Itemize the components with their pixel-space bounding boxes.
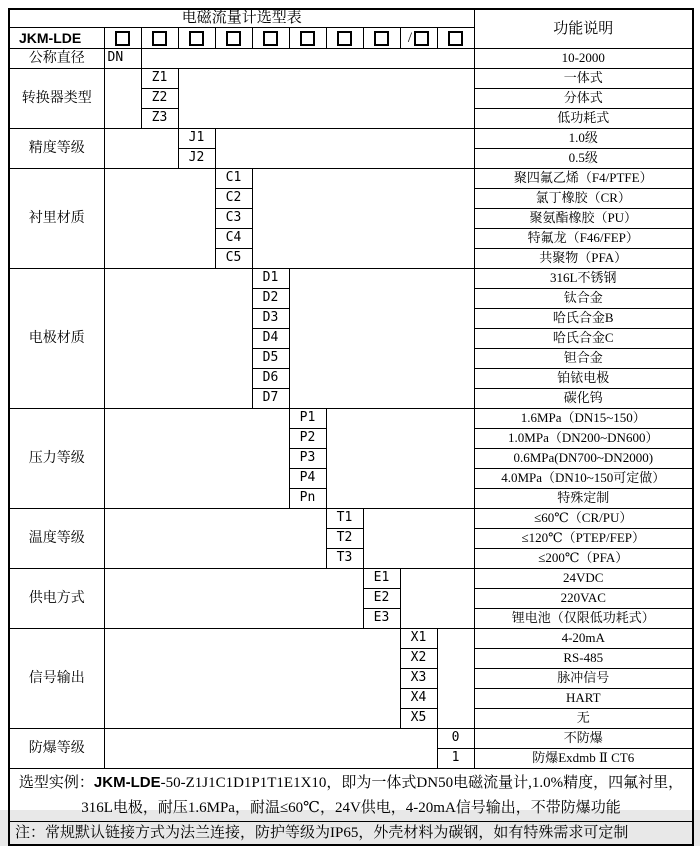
code-cell: D7 (252, 389, 289, 409)
code-cell: X1 (400, 629, 437, 649)
checkbox-cell (178, 28, 215, 49)
slash-separator: / (407, 29, 413, 46)
code-cell: J1 (178, 129, 215, 149)
category-label: 温度等级 (9, 509, 104, 569)
description-cell: ≤60℃（CR/PU） (474, 509, 693, 529)
category-label: 电极材质 (9, 269, 104, 409)
description-cell: 钽合金 (474, 349, 693, 369)
description-cell: 钛合金 (474, 289, 693, 309)
description-cell: 脉冲信号 (474, 669, 693, 689)
description-cell: 10-2000 (474, 49, 693, 69)
description-cell: 0.6MPa(DN700~DN2000) (474, 449, 693, 469)
code-cell: C3 (215, 209, 252, 229)
description-cell: ≤200℃（PFA） (474, 549, 693, 569)
description-cell: 锂电池（仅限低功耗式） (474, 609, 693, 629)
spacer-cell (104, 269, 252, 409)
category-label: 信号输出 (9, 629, 104, 729)
checkbox-cell (289, 28, 326, 49)
selection-example-line1 (10, 770, 692, 796)
spacer-cell (104, 409, 289, 509)
spacer-cell (104, 729, 437, 769)
checkbox-cell (363, 28, 400, 49)
description-cell: 聚四氟乙烯（F4/PTFE） (474, 169, 693, 189)
description-cell: 哈氏合金C (474, 329, 693, 349)
spacer-cell (252, 169, 474, 269)
spacer-cell (104, 129, 178, 169)
description-cell: 4.0MPa（DN10~150可定做） (474, 469, 693, 489)
checkbox-cell-slash (400, 28, 437, 49)
checkbox-cell (437, 28, 474, 49)
description-cell: ≤120℃（PTEP/FEP） (474, 529, 693, 549)
description-cell: 分体式 (474, 89, 693, 109)
code-cell: C4 (215, 229, 252, 249)
description-cell: 4-20mA (474, 629, 693, 649)
checkbox-cell (141, 28, 178, 49)
spacer-cell (104, 169, 215, 269)
code-cell: X4 (400, 689, 437, 709)
description-cell: 特殊定制 (474, 489, 693, 509)
code-cell: X3 (400, 669, 437, 689)
code-cell: C2 (215, 189, 252, 209)
checkbox[interactable] (152, 31, 167, 46)
example-model: JKM-LDE (93, 773, 161, 791)
code-cell: C1 (215, 169, 252, 189)
category-label: 衬里材质 (9, 169, 104, 269)
spacer-cell (400, 569, 474, 629)
description-cell: 聚氨酯橡胶（PU） (474, 209, 693, 229)
code-cell: E2 (363, 589, 400, 609)
code-cell: T3 (326, 549, 363, 569)
code-cell: P1 (289, 409, 326, 429)
checkbox[interactable] (189, 31, 204, 46)
spacer-cell (104, 69, 141, 129)
code-cell: E3 (363, 609, 400, 629)
code-cell: P4 (289, 469, 326, 489)
code-cell: X5 (400, 709, 437, 729)
code-cell: P2 (289, 429, 326, 449)
checkbox[interactable] (414, 31, 429, 46)
description-cell: 特氟龙（F46/FEP） (474, 229, 693, 249)
checkbox[interactable] (374, 31, 389, 46)
code-cell: Z1 (141, 69, 178, 89)
table-title: 电磁流量计选型表 (9, 9, 474, 28)
description-cell: 316L不锈钢 (474, 269, 693, 289)
description-cell: 无 (474, 709, 693, 729)
selection-example-line2: 316L电极，耐压1.6MPa，耐温≤60℃，24V供电，4-20mA信号输出，不带防爆功能 (81, 799, 621, 816)
code-cell: T2 (326, 529, 363, 549)
example-rest: -50-Z1J1C1D1P1T1E1X10，即为一体式DN50电磁流量计,1.0%精度，四氟衬里， (160, 774, 684, 791)
checkbox-cell (326, 28, 363, 49)
description-cell: 铂铱电极 (474, 369, 693, 389)
code-cell: D3 (252, 309, 289, 329)
code-cell: C5 (215, 249, 252, 269)
category-label: 压力等级 (9, 409, 104, 509)
description-cell: HART (474, 689, 693, 709)
code-cell: 1 (437, 749, 474, 769)
code-cell: X2 (400, 649, 437, 669)
code-cell: D2 (252, 289, 289, 309)
description-cell: 一体式 (474, 69, 693, 89)
description-cell: 1.0MPa（DN200~DN600） (474, 429, 693, 449)
spacer-cell (104, 569, 363, 629)
category-label: 防爆等级 (9, 729, 104, 769)
category-label: 精度等级 (9, 129, 104, 169)
spacer-cell (289, 269, 474, 409)
description-cell: 氯丁橡胶（CR） (474, 189, 693, 209)
description-cell: 低功耗式 (474, 109, 693, 129)
code-cell: T1 (326, 509, 363, 529)
code-cell: J2 (178, 149, 215, 169)
description-cell: 碳化钨 (474, 389, 693, 409)
spacer-cell (363, 509, 474, 569)
checkbox[interactable] (337, 31, 352, 46)
description-cell: 24VDC (474, 569, 693, 589)
model-prefix: JKM-LDE (9, 28, 104, 49)
description-cell: 1.6MPa（DN15~150） (474, 409, 693, 429)
selection-example (9, 769, 693, 822)
spacer-cell (104, 509, 326, 569)
description-cell: 不防爆 (474, 729, 693, 749)
code-cell: Z3 (141, 109, 178, 129)
code-cell: D1 (252, 269, 289, 289)
code-cell: D5 (252, 349, 289, 369)
checkbox[interactable] (263, 31, 278, 46)
checkbox[interactable] (448, 31, 463, 46)
category-label: 转换器类型 (9, 69, 104, 129)
checkbox[interactable] (226, 31, 241, 46)
spacer-cell (104, 629, 400, 729)
checkbox-cell (252, 28, 289, 49)
code-cell: 0 (437, 729, 474, 749)
code-cell: D6 (252, 369, 289, 389)
category-label: 供电方式 (9, 569, 104, 629)
example-prefix: 选型实例： (18, 774, 94, 791)
code-cell: Pn (289, 489, 326, 509)
code-cell: D4 (252, 329, 289, 349)
spacer-cell (141, 49, 474, 69)
note: 注：常规默认链接方式为法兰连接，防护等级为IP65，外壳材料为碳钢，如有特殊需求可定制 (9, 822, 693, 846)
spacer-cell (215, 129, 474, 169)
checkbox[interactable] (115, 31, 130, 46)
description-cell: 防爆Exdmb Ⅱ CT6 (474, 749, 693, 769)
selection-table (8, 8, 694, 846)
category-label: 公称直径 (9, 49, 104, 69)
checkbox-cell (215, 28, 252, 49)
code-cell: E1 (363, 569, 400, 589)
description-cell: 0.5级 (474, 149, 693, 169)
description-cell: 哈氏合金B (474, 309, 693, 329)
checkbox[interactable] (300, 31, 315, 46)
description-cell: 220VAC (474, 589, 693, 609)
description-cell: RS-485 (474, 649, 693, 669)
code-cell: DN (104, 49, 141, 69)
code-cell: Z2 (141, 89, 178, 109)
function-description-header: 功能说明 (474, 9, 693, 49)
spacer-cell (437, 629, 474, 729)
description-cell: 共聚物（PFA） (474, 249, 693, 269)
checkbox-cell (104, 28, 141, 49)
spacer-cell (326, 409, 474, 509)
description-cell: 1.0级 (474, 129, 693, 149)
spacer-cell (178, 69, 474, 129)
code-cell: P3 (289, 449, 326, 469)
